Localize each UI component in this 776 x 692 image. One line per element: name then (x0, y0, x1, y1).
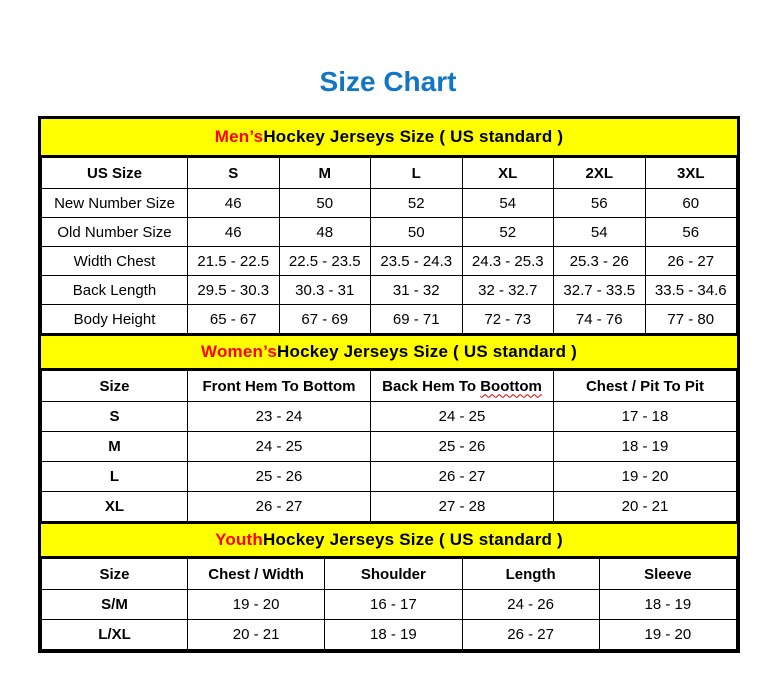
table-row (42, 402, 737, 432)
womens-table-body (42, 402, 737, 522)
row-label: Width Chest (42, 247, 188, 276)
misspelled-word: Boottom (480, 377, 542, 395)
mens-keyword: Men’s (214, 127, 264, 146)
row-label: S/M (42, 590, 188, 620)
column-header: Chest / Width (188, 559, 325, 590)
youth-keyword: Youth (215, 530, 263, 549)
size-value: 56 (645, 218, 737, 247)
column-header: Chest / Pit To Pit (554, 371, 737, 402)
size-value: 33.5 - 34.6 (645, 276, 737, 305)
table-row (42, 462, 737, 492)
column-header (371, 371, 554, 402)
size-value: 30.3 - 31 (279, 276, 371, 305)
size-value: 19 - 20 (599, 620, 736, 650)
size-value: 24 - 25 (188, 432, 371, 462)
table-row (42, 276, 737, 305)
row-label: XL (42, 492, 188, 522)
row-label: Back Length (42, 276, 188, 305)
size-value: 24 - 26 (462, 590, 599, 620)
womens-section-header (41, 334, 737, 370)
table-row (42, 305, 737, 334)
table-row (42, 590, 737, 620)
size-value: 18 - 19 (599, 590, 736, 620)
size-value: 46 (188, 218, 280, 247)
womens-header-row (42, 371, 737, 402)
size-value: 20 - 21 (188, 620, 325, 650)
size-value: 54 (462, 189, 554, 218)
column-header-text: Back Hem To (382, 377, 481, 395)
size-value: 74 - 76 (554, 305, 646, 334)
size-value: 27 - 28 (371, 492, 554, 522)
womens-header-text: Hockey Jerseys Size ( US standard ) (277, 342, 577, 361)
column-header: Shoulder (325, 559, 462, 590)
size-value: 72 - 73 (462, 305, 554, 334)
column-header: Length (462, 559, 599, 590)
youth-header-row (42, 559, 737, 590)
size-value: 50 (279, 189, 371, 218)
size-value: 24.3 - 25.3 (462, 247, 554, 276)
row-label: M (42, 432, 188, 462)
size-value: 69 - 71 (371, 305, 463, 334)
womens-keyword: Women’s (201, 342, 278, 361)
page-title: Size Chart (319, 66, 457, 97)
mens-header-row (42, 158, 737, 189)
size-value: 19 - 20 (554, 462, 737, 492)
size-value: 24 - 25 (371, 402, 554, 432)
size-value: 52 (371, 189, 463, 218)
column-header: Sleeve (599, 559, 736, 590)
mens-size-table (41, 157, 737, 334)
column-header: 3XL (645, 158, 737, 189)
column-header: L (371, 158, 463, 189)
mens-table-body (42, 189, 737, 334)
size-value: 26 - 27 (645, 247, 737, 276)
size-value: 31 - 32 (371, 276, 463, 305)
table-row (42, 492, 737, 522)
size-value: 20 - 21 (554, 492, 737, 522)
womens-size-table (41, 370, 737, 522)
size-value: 16 - 17 (325, 590, 462, 620)
youth-table-body (42, 590, 737, 650)
size-value: 26 - 27 (371, 462, 554, 492)
size-value: 32 - 32.7 (462, 276, 554, 305)
youth-section-header (41, 522, 737, 558)
row-label: L (42, 462, 188, 492)
size-value: 52 (462, 218, 554, 247)
size-value: 65 - 67 (188, 305, 280, 334)
size-value: 50 (371, 218, 463, 247)
table-row (42, 620, 737, 650)
size-value: 26 - 27 (462, 620, 599, 650)
size-value: 46 (188, 189, 280, 218)
size-value: 18 - 19 (325, 620, 462, 650)
column-header: Front Hem To Bottom (188, 371, 371, 402)
size-value: 26 - 27 (188, 492, 371, 522)
size-value: 25 - 26 (371, 432, 554, 462)
size-value: 56 (554, 189, 646, 218)
row-label: L/XL (42, 620, 188, 650)
size-chart (38, 116, 740, 653)
size-value: 77 - 80 (645, 305, 737, 334)
row-label: New Number Size (42, 189, 188, 218)
size-value: 54 (554, 218, 646, 247)
size-value: 18 - 19 (554, 432, 737, 462)
table-row (42, 189, 737, 218)
row-label: S (42, 402, 188, 432)
size-value: 21.5 - 22.5 (188, 247, 280, 276)
size-value: 25.3 - 26 (554, 247, 646, 276)
size-value: 67 - 69 (279, 305, 371, 334)
column-header: S (188, 158, 280, 189)
size-value: 23.5 - 24.3 (371, 247, 463, 276)
size-value: 17 - 18 (554, 402, 737, 432)
size-value: 22.5 - 23.5 (279, 247, 371, 276)
size-value: 19 - 20 (188, 590, 325, 620)
column-header: XL (462, 158, 554, 189)
size-value: 60 (645, 189, 737, 218)
table-row (42, 432, 737, 462)
size-value: 48 (279, 218, 371, 247)
size-value: 32.7 - 33.5 (554, 276, 646, 305)
column-header: Size (42, 371, 188, 402)
table-row (42, 218, 737, 247)
row-label: Body Height (42, 305, 188, 334)
mens-section-header (41, 119, 737, 157)
mens-header-text: Hockey Jerseys Size ( US standard ) (263, 127, 564, 146)
youth-header-text: Hockey Jerseys Size ( US standard ) (262, 530, 563, 549)
youth-size-table (41, 558, 737, 650)
table-row (42, 247, 737, 276)
column-header: M (279, 158, 371, 189)
column-header: US Size (42, 158, 188, 189)
column-header: 2XL (554, 158, 646, 189)
size-value: 23 - 24 (188, 402, 371, 432)
size-value: 29.5 - 30.3 (188, 276, 280, 305)
column-header: Size (42, 559, 188, 590)
row-label: Old Number Size (42, 218, 188, 247)
size-value: 25 - 26 (188, 462, 371, 492)
